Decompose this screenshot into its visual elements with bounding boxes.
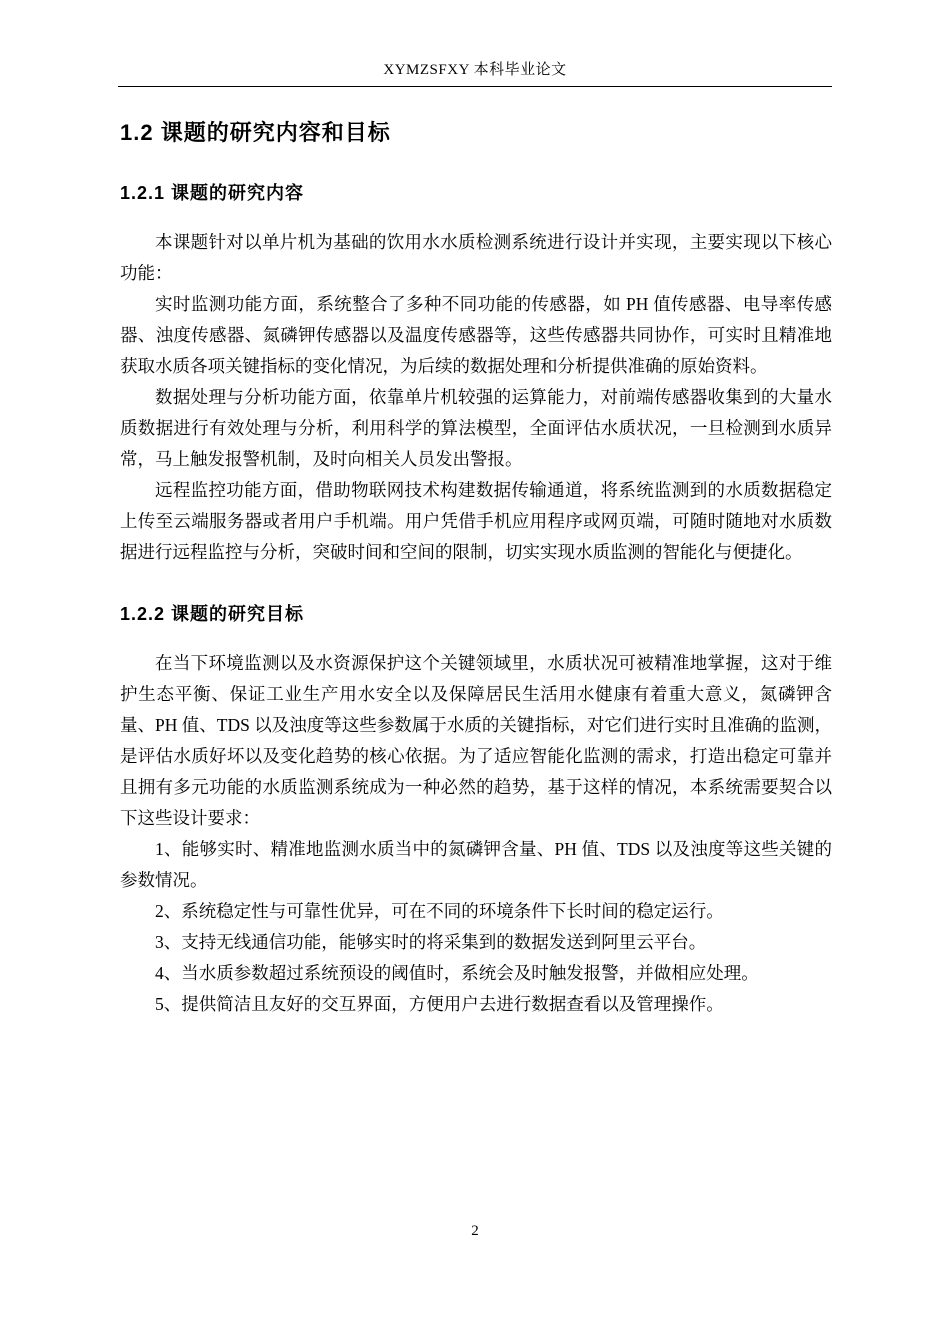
list-item-3: 3、支持无线通信功能，能够实时的将采集到的数据发送到阿里云平台。 [155, 932, 707, 952]
paragraph-goals-intro: 在当下环境监测以及水资源保护这个关键领域里，水质状况可被精准地掌握，这对于维护生态平衡、保证工业生产用水安全以及保障居民生活用水健康有着重大意义，氮磷钾含量、PH 值、TDS 以及浊度等这些参数属于水质的关键指标，对它们进行实时且准确的监测，是评估水质好坏以及变化趋势的核心依据。为了适应智能化监测的需求，打造出稳定可靠并且拥有多元功能的水质监测系统成为一种必然的趋势，基于这样的情况，本系统需要契合以下这些设计要求： [120, 653, 832, 828]
paragraph-remote-monitoring: 远程监控功能方面，借助物联网技术构建数据传输通道，将系统监测到的水质数据稳定上传至云端服务器或者用户手机端。用户凭借手机应用程序或网页端，可随时随地对水质数据进行远程监控与分析，突破时间和空间的限制，切实实现水质监测的智能化与便捷化。 [120, 480, 832, 562]
paragraph-intro: 本课题针对以单片机为基础的饮用水水质检测系统进行设计并实现，主要实现以下核心功能： [120, 232, 832, 283]
header-title: XYMZSFXY 本科毕业论文 [118, 58, 832, 87]
subsection-heading-research-content: 1.2.1 课题的研究内容 [120, 183, 305, 203]
list-item-1: 1、能够实时、精准地监测水质当中的氮磷钾含量、PH 值、TDS 以及浊度等这些关键的参数情况。 [120, 839, 832, 890]
page-header [118, 58, 832, 87]
page-content [120, 104, 832, 1020]
page-number: 2 [471, 1223, 479, 1239]
list-item-4: 4、当水质参数超过系统预设的阈值时，系统会及时触发报警，并做相应处理。 [155, 963, 759, 983]
paragraph-realtime-monitoring: 实时监测功能方面，系统整合了多种不同功能的传感器，如 PH 值传感器、电导率传感器、浊度传感器、氮磷钾传感器以及温度传感器等，这些传感器共同协作，可实时且精准地获取水质各项关键指标的变化情况，为后续的数据处理和分析提供准确的原始资料。 [120, 294, 832, 376]
list-item-2: 2、系统稳定性与可靠性优异，可在不同的环境条件下长时间的稳定运行。 [155, 901, 724, 921]
page-footer [0, 1222, 950, 1240]
subsection-heading-research-goals: 1.2.2 课题的研究目标 [120, 604, 305, 624]
paragraph-data-processing: 数据处理与分析功能方面，依靠单片机较强的运算能力，对前端传感器收集到的大量水质数据进行有效处理与分析，利用科学的算法模型，全面评估水质状况，一旦检测到水质异常，马上触发报警机制，及时向相关人员发出警报。 [120, 387, 832, 469]
section-heading: 1.2 课题的研究内容和目标 [120, 120, 391, 145]
list-item-5: 5、提供简洁且友好的交互界面，方便用户去进行数据查看以及管理操作。 [155, 994, 724, 1014]
